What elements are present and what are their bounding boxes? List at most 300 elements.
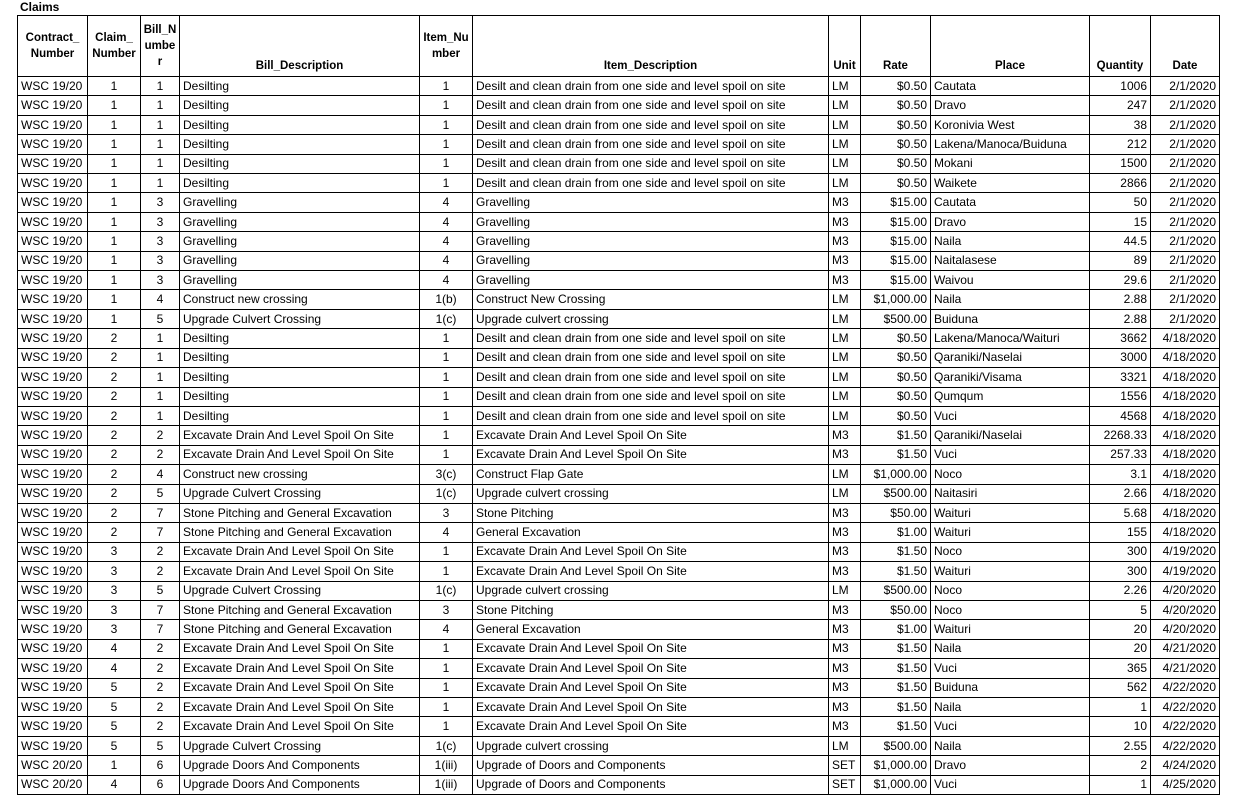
unit-cell[interactable]: M3 [829,445,861,464]
rate-cell[interactable]: $0.50 [861,174,931,193]
date-cell[interactable]: 4/22/2020 [1151,736,1220,755]
rate-cell[interactable]: $500.00 [861,309,931,328]
bill-number-cell[interactable]: 6 [141,775,180,794]
quantity-cell[interactable]: 4568 [1090,406,1151,425]
bill-number-cell[interactable]: 1 [141,174,180,193]
item-number-cell[interactable]: 1 [420,368,473,387]
claim-number-cell[interactable]: 2 [88,484,141,503]
item-number-cell[interactable]: 1(c) [420,484,473,503]
item-description-cell[interactable]: Upgrade of Doors and Components [473,756,829,775]
quantity-cell[interactable]: 50 [1090,193,1151,212]
bill-description-cell[interactable]: Desilting [180,77,420,96]
bill-number-cell[interactable]: 4 [141,290,180,309]
place-cell[interactable]: Vuci [931,406,1090,425]
column-header-claim-number[interactable]: Claim_ Number [88,16,141,77]
item-description-cell[interactable]: Desilt and clean drain from one side and level spoil on site [473,174,829,193]
bill-description-cell[interactable]: Excavate Drain And Level Spoil On Site [180,717,420,736]
place-cell[interactable]: Naila [931,736,1090,755]
item-number-cell[interactable]: 1 [420,542,473,561]
date-cell[interactable]: 2/1/2020 [1151,174,1220,193]
contract-number-cell[interactable]: WSC 19/20 [18,309,88,328]
unit-cell[interactable]: LM [829,115,861,134]
item-description-cell[interactable]: Excavate Drain And Level Spoil On Site [473,542,829,561]
contract-number-cell[interactable]: WSC 19/20 [18,154,88,173]
date-cell[interactable]: 2/1/2020 [1151,212,1220,231]
claim-number-cell[interactable]: 3 [88,542,141,561]
item-number-cell[interactable]: 1 [420,659,473,678]
item-number-cell[interactable]: 4 [420,523,473,542]
rate-cell[interactable]: $500.00 [861,581,931,600]
bill-description-cell[interactable]: Stone Pitching and General Excavation [180,503,420,522]
unit-cell[interactable]: LM [829,96,861,115]
unit-cell[interactable]: M3 [829,542,861,561]
item-description-cell[interactable]: Stone Pitching [473,600,829,619]
quantity-cell[interactable]: 1500 [1090,154,1151,173]
quantity-cell[interactable]: 15 [1090,212,1151,231]
quantity-cell[interactable]: 3662 [1090,329,1151,348]
contract-number-cell[interactable]: WSC 19/20 [18,426,88,445]
item-number-cell[interactable]: 1 [420,426,473,445]
date-cell[interactable]: 2/1/2020 [1151,271,1220,290]
contract-number-cell[interactable]: WSC 19/20 [18,251,88,270]
date-cell[interactable]: 4/18/2020 [1151,368,1220,387]
item-number-cell[interactable]: 1(c) [420,309,473,328]
rate-cell[interactable]: $0.50 [861,329,931,348]
bill-description-cell[interactable]: Excavate Drain And Level Spoil On Site [180,445,420,464]
unit-cell[interactable]: LM [829,368,861,387]
place-cell[interactable]: Vuci [931,659,1090,678]
rate-cell[interactable]: $1.50 [861,678,931,697]
claim-number-cell[interactable]: 5 [88,678,141,697]
rate-cell[interactable]: $1.00 [861,620,931,639]
item-description-cell[interactable]: Construct New Crossing [473,290,829,309]
item-number-cell[interactable]: 1 [420,698,473,717]
place-cell[interactable]: Dravo [931,212,1090,231]
quantity-cell[interactable]: 212 [1090,135,1151,154]
contract-number-cell[interactable]: WSC 19/20 [18,465,88,484]
rate-cell[interactable]: $500.00 [861,736,931,755]
unit-cell[interactable]: M3 [829,271,861,290]
bill-number-cell[interactable]: 2 [141,562,180,581]
item-description-cell[interactable]: Desilt and clean drain from one side and level spoil on site [473,387,829,406]
item-number-cell[interactable]: 1 [420,174,473,193]
bill-number-cell[interactable]: 1 [141,348,180,367]
item-description-cell[interactable]: Excavate Drain And Level Spoil On Site [473,678,829,697]
bill-number-cell[interactable]: 5 [141,484,180,503]
date-cell[interactable]: 4/24/2020 [1151,756,1220,775]
bill-description-cell[interactable]: Stone Pitching and General Excavation [180,600,420,619]
contract-number-cell[interactable]: WSC 19/20 [18,542,88,561]
contract-number-cell[interactable]: WSC 19/20 [18,271,88,290]
bill-description-cell[interactable]: Desilting [180,154,420,173]
bill-number-cell[interactable]: 3 [141,212,180,231]
claim-number-cell[interactable]: 4 [88,659,141,678]
date-cell[interactable]: 2/1/2020 [1151,115,1220,134]
quantity-cell[interactable]: 1006 [1090,77,1151,96]
contract-number-cell[interactable]: WSC 19/20 [18,174,88,193]
unit-cell[interactable]: M3 [829,562,861,581]
item-description-cell[interactable]: Excavate Drain And Level Spoil On Site [473,445,829,464]
place-cell[interactable]: Naila [931,290,1090,309]
date-cell[interactable]: 4/22/2020 [1151,698,1220,717]
bill-description-cell[interactable]: Excavate Drain And Level Spoil On Site [180,659,420,678]
quantity-cell[interactable]: 3.1 [1090,465,1151,484]
bill-number-cell[interactable]: 7 [141,600,180,619]
place-cell[interactable]: Waituri [931,620,1090,639]
bill-description-cell[interactable]: Desilting [180,387,420,406]
bill-description-cell[interactable]: Excavate Drain And Level Spoil On Site [180,639,420,658]
item-number-cell[interactable]: 1 [420,678,473,697]
claim-number-cell[interactable]: 1 [88,174,141,193]
place-cell[interactable]: Waituri [931,562,1090,581]
claim-number-cell[interactable]: 1 [88,77,141,96]
bill-number-cell[interactable]: 2 [141,698,180,717]
place-cell[interactable]: Noco [931,542,1090,561]
unit-cell[interactable]: LM [829,290,861,309]
bill-number-cell[interactable]: 3 [141,193,180,212]
contract-number-cell[interactable]: WSC 19/20 [18,329,88,348]
place-cell[interactable]: Mokani [931,154,1090,173]
quantity-cell[interactable]: 3000 [1090,348,1151,367]
claim-number-cell[interactable]: 4 [88,775,141,794]
rate-cell[interactable]: $50.00 [861,600,931,619]
place-cell[interactable]: Qaraniki/Naselai [931,426,1090,445]
column-header-place[interactable]: Place [931,16,1090,77]
column-header-date[interactable]: Date [1151,16,1220,77]
claim-number-cell[interactable]: 1 [88,135,141,154]
bill-number-cell[interactable]: 5 [141,736,180,755]
rate-cell[interactable]: $1,000.00 [861,290,931,309]
item-description-cell[interactable]: Excavate Drain And Level Spoil On Site [473,426,829,445]
quantity-cell[interactable]: 2.88 [1090,309,1151,328]
unit-cell[interactable]: M3 [829,503,861,522]
bill-description-cell[interactable]: Desilting [180,174,420,193]
place-cell[interactable]: Lakena/Manoca/Waituri [931,329,1090,348]
claim-number-cell[interactable]: 3 [88,562,141,581]
claim-number-cell[interactable]: 5 [88,736,141,755]
bill-number-cell[interactable]: 2 [141,542,180,561]
place-cell[interactable]: Naila [931,232,1090,251]
rate-cell[interactable]: $0.50 [861,115,931,134]
bill-description-cell[interactable]: Construct new crossing [180,290,420,309]
date-cell[interactable]: 4/18/2020 [1151,426,1220,445]
item-description-cell[interactable]: Gravelling [473,193,829,212]
quantity-cell[interactable]: 2866 [1090,174,1151,193]
item-description-cell[interactable]: Desilt and clean drain from one side and level spoil on site [473,115,829,134]
contract-number-cell[interactable]: WSC 19/20 [18,193,88,212]
place-cell[interactable]: Waivou [931,271,1090,290]
item-description-cell[interactable]: Stone Pitching [473,503,829,522]
item-number-cell[interactable]: 3 [420,600,473,619]
bill-description-cell[interactable]: Gravelling [180,212,420,231]
contract-number-cell[interactable]: WSC 19/20 [18,600,88,619]
item-description-cell[interactable]: Desilt and clean drain from one side and level spoil on site [473,368,829,387]
bill-number-cell[interactable]: 3 [141,232,180,251]
unit-cell[interactable]: LM [829,154,861,173]
place-cell[interactable]: Qumqum [931,387,1090,406]
unit-cell[interactable]: M3 [829,232,861,251]
bill-description-cell[interactable]: Desilting [180,135,420,154]
item-number-cell[interactable]: 1(b) [420,290,473,309]
rate-cell[interactable]: $1.50 [861,445,931,464]
quantity-cell[interactable]: 2.66 [1090,484,1151,503]
rate-cell[interactable]: $1.50 [861,426,931,445]
item-number-cell[interactable]: 1(iii) [420,775,473,794]
claim-number-cell[interactable]: 2 [88,329,141,348]
claim-number-cell[interactable]: 2 [88,368,141,387]
item-number-cell[interactable]: 1 [420,562,473,581]
bill-description-cell[interactable]: Gravelling [180,251,420,270]
contract-number-cell[interactable]: WSC 19/20 [18,406,88,425]
date-cell[interactable]: 2/1/2020 [1151,154,1220,173]
rate-cell[interactable]: $1,000.00 [861,775,931,794]
bill-description-cell[interactable]: Excavate Drain And Level Spoil On Site [180,426,420,445]
claim-number-cell[interactable]: 1 [88,115,141,134]
bill-number-cell[interactable]: 1 [141,135,180,154]
bill-number-cell[interactable]: 1 [141,115,180,134]
bill-description-cell[interactable]: Construct new crossing [180,465,420,484]
bill-number-cell[interactable]: 2 [141,678,180,697]
contract-number-cell[interactable]: WSC 19/20 [18,387,88,406]
item-number-cell[interactable]: 4 [420,232,473,251]
bill-number-cell[interactable]: 2 [141,639,180,658]
bill-number-cell[interactable]: 1 [141,77,180,96]
quantity-cell[interactable]: 1556 [1090,387,1151,406]
claim-number-cell[interactable]: 3 [88,600,141,619]
bill-description-cell[interactable]: Desilting [180,96,420,115]
date-cell[interactable]: 4/20/2020 [1151,620,1220,639]
item-number-cell[interactable]: 1 [420,154,473,173]
quantity-cell[interactable]: 2.26 [1090,581,1151,600]
bill-number-cell[interactable]: 1 [141,329,180,348]
unit-cell[interactable]: LM [829,484,861,503]
rate-cell[interactable]: $15.00 [861,193,931,212]
quantity-cell[interactable]: 38 [1090,115,1151,134]
bill-description-cell[interactable]: Upgrade Culvert Crossing [180,581,420,600]
date-cell[interactable]: 4/18/2020 [1151,465,1220,484]
claim-number-cell[interactable]: 2 [88,465,141,484]
claim-number-cell[interactable]: 2 [88,426,141,445]
place-cell[interactable]: Vuci [931,717,1090,736]
bill-description-cell[interactable]: Upgrade Culvert Crossing [180,736,420,755]
contract-number-cell[interactable]: WSC 19/20 [18,503,88,522]
item-number-cell[interactable]: 1 [420,639,473,658]
contract-number-cell[interactable]: WSC 19/20 [18,232,88,251]
item-number-cell[interactable]: 4 [420,620,473,639]
claim-number-cell[interactable]: 1 [88,756,141,775]
unit-cell[interactable]: LM [829,581,861,600]
column-header-quantity[interactable]: Quantity [1090,16,1151,77]
rate-cell[interactable]: $500.00 [861,484,931,503]
quantity-cell[interactable]: 89 [1090,251,1151,270]
claim-number-cell[interactable]: 2 [88,523,141,542]
contract-number-cell[interactable]: WSC 19/20 [18,212,88,231]
unit-cell[interactable]: M3 [829,212,861,231]
bill-number-cell[interactable]: 6 [141,756,180,775]
item-description-cell[interactable]: Desilt and clean drain from one side and level spoil on site [473,135,829,154]
claim-number-cell[interactable]: 2 [88,348,141,367]
bill-number-cell[interactable]: 1 [141,154,180,173]
rate-cell[interactable]: $1.50 [861,698,931,717]
bill-number-cell[interactable]: 7 [141,620,180,639]
item-number-cell[interactable]: 1 [420,348,473,367]
quantity-cell[interactable]: 155 [1090,523,1151,542]
item-number-cell[interactable]: 3 [420,503,473,522]
contract-number-cell[interactable]: WSC 19/20 [18,698,88,717]
date-cell[interactable]: 4/18/2020 [1151,406,1220,425]
place-cell[interactable]: Waikete [931,174,1090,193]
item-description-cell[interactable]: Upgrade culvert crossing [473,484,829,503]
date-cell[interactable]: 4/22/2020 [1151,717,1220,736]
date-cell[interactable]: 2/1/2020 [1151,309,1220,328]
rate-cell[interactable]: $0.50 [861,387,931,406]
rate-cell[interactable]: $0.50 [861,96,931,115]
item-description-cell[interactable]: Gravelling [473,251,829,270]
rate-cell[interactable]: $1.50 [861,562,931,581]
unit-cell[interactable]: M3 [829,523,861,542]
bill-number-cell[interactable]: 3 [141,271,180,290]
place-cell[interactable]: Qaraniki/Visama [931,368,1090,387]
date-cell[interactable]: 4/20/2020 [1151,581,1220,600]
item-description-cell[interactable]: Excavate Drain And Level Spoil On Site [473,562,829,581]
rate-cell[interactable]: $1,000.00 [861,465,931,484]
date-cell[interactable]: 2/1/2020 [1151,77,1220,96]
bill-description-cell[interactable]: Desilting [180,348,420,367]
quantity-cell[interactable]: 29.6 [1090,271,1151,290]
bill-number-cell[interactable]: 7 [141,503,180,522]
date-cell[interactable]: 4/20/2020 [1151,600,1220,619]
item-number-cell[interactable]: 1 [420,96,473,115]
date-cell[interactable]: 4/21/2020 [1151,639,1220,658]
claim-number-cell[interactable]: 2 [88,445,141,464]
rate-cell[interactable]: $1,000.00 [861,756,931,775]
bill-number-cell[interactable]: 3 [141,251,180,270]
contract-number-cell[interactable]: WSC 19/20 [18,290,88,309]
quantity-cell[interactable]: 20 [1090,639,1151,658]
rate-cell[interactable]: $15.00 [861,251,931,270]
date-cell[interactable]: 4/18/2020 [1151,445,1220,464]
bill-number-cell[interactable]: 2 [141,717,180,736]
item-description-cell[interactable]: Excavate Drain And Level Spoil On Site [473,639,829,658]
date-cell[interactable]: 4/19/2020 [1151,542,1220,561]
claim-number-cell[interactable]: 3 [88,581,141,600]
quantity-cell[interactable]: 2.88 [1090,290,1151,309]
item-description-cell[interactable]: Desilt and clean drain from one side and level spoil on site [473,96,829,115]
unit-cell[interactable]: M3 [829,717,861,736]
rate-cell[interactable]: $15.00 [861,232,931,251]
contract-number-cell[interactable]: WSC 19/20 [18,77,88,96]
bill-description-cell[interactable]: Desilting [180,368,420,387]
bill-description-cell[interactable]: Upgrade Culvert Crossing [180,309,420,328]
rate-cell[interactable]: $1.00 [861,523,931,542]
claim-number-cell[interactable]: 1 [88,290,141,309]
item-description-cell[interactable]: Excavate Drain And Level Spoil On Site [473,659,829,678]
item-number-cell[interactable]: 1 [420,77,473,96]
contract-number-cell[interactable]: WSC 19/20 [18,368,88,387]
date-cell[interactable]: 4/18/2020 [1151,484,1220,503]
contract-number-cell[interactable]: WSC 19/20 [18,96,88,115]
rate-cell[interactable]: $0.50 [861,348,931,367]
quantity-cell[interactable]: 2268.33 [1090,426,1151,445]
item-description-cell[interactable]: Desilt and clean drain from one side and level spoil on site [473,154,829,173]
item-number-cell[interactable]: 1 [420,329,473,348]
item-description-cell[interactable]: Gravelling [473,212,829,231]
bill-description-cell[interactable]: Upgrade Doors And Components [180,756,420,775]
contract-number-cell[interactable]: WSC 19/20 [18,135,88,154]
place-cell[interactable]: Koronivia West [931,115,1090,134]
bill-description-cell[interactable]: Excavate Drain And Level Spoil On Site [180,678,420,697]
quantity-cell[interactable]: 1 [1090,775,1151,794]
contract-number-cell[interactable]: WSC 20/20 [18,756,88,775]
quantity-cell[interactable]: 1 [1090,698,1151,717]
date-cell[interactable]: 2/1/2020 [1151,251,1220,270]
column-header-bill-description[interactable]: Bill_Description [180,16,420,77]
contract-number-cell[interactable]: WSC 19/20 [18,678,88,697]
bill-number-cell[interactable]: 2 [141,659,180,678]
unit-cell[interactable]: M3 [829,193,861,212]
item-number-cell[interactable]: 1 [420,445,473,464]
item-number-cell[interactable]: 1 [420,135,473,154]
contract-number-cell[interactable]: WSC 19/20 [18,115,88,134]
bill-description-cell[interactable]: Excavate Drain And Level Spoil On Site [180,542,420,561]
unit-cell[interactable]: M3 [829,698,861,717]
place-cell[interactable]: Naila [931,639,1090,658]
item-description-cell[interactable]: Upgrade culvert crossing [473,736,829,755]
item-description-cell[interactable]: General Excavation [473,620,829,639]
place-cell[interactable]: Noco [931,465,1090,484]
unit-cell[interactable]: M3 [829,678,861,697]
date-cell[interactable]: 4/22/2020 [1151,678,1220,697]
contract-number-cell[interactable]: WSC 20/20 [18,775,88,794]
item-number-cell[interactable]: 1 [420,115,473,134]
item-description-cell[interactable]: Construct Flap Gate [473,465,829,484]
quantity-cell[interactable]: 247 [1090,96,1151,115]
place-cell[interactable]: Waituri [931,523,1090,542]
contract-number-cell[interactable]: WSC 19/20 [18,484,88,503]
unit-cell[interactable]: LM [829,77,861,96]
unit-cell[interactable]: LM [829,348,861,367]
item-description-cell[interactable]: Desilt and clean drain from one side and level spoil on site [473,329,829,348]
unit-cell[interactable]: M3 [829,639,861,658]
claim-number-cell[interactable]: 5 [88,717,141,736]
contract-number-cell[interactable]: WSC 19/20 [18,581,88,600]
contract-number-cell[interactable]: WSC 19/20 [18,659,88,678]
quantity-cell[interactable]: 365 [1090,659,1151,678]
bill-description-cell[interactable]: Gravelling [180,271,420,290]
bill-number-cell[interactable]: 1 [141,96,180,115]
claim-number-cell[interactable]: 1 [88,309,141,328]
contract-number-cell[interactable]: WSC 19/20 [18,348,88,367]
item-description-cell[interactable]: Desilt and clean drain from one side and level spoil on site [473,406,829,425]
column-header-rate[interactable]: Rate [861,16,931,77]
item-description-cell[interactable]: Excavate Drain And Level Spoil On Site [473,717,829,736]
unit-cell[interactable]: LM [829,406,861,425]
item-description-cell[interactable]: Excavate Drain And Level Spoil On Site [473,698,829,717]
claim-number-cell[interactable]: 2 [88,406,141,425]
contract-number-cell[interactable]: WSC 19/20 [18,639,88,658]
claim-number-cell[interactable]: 5 [88,698,141,717]
claim-number-cell[interactable]: 4 [88,639,141,658]
item-number-cell[interactable]: 1 [420,406,473,425]
unit-cell[interactable]: LM [829,736,861,755]
rate-cell[interactable]: $1.50 [861,542,931,561]
item-number-cell[interactable]: 4 [420,251,473,270]
quantity-cell[interactable]: 10 [1090,717,1151,736]
unit-cell[interactable]: LM [829,329,861,348]
place-cell[interactable]: Buiduna [931,678,1090,697]
item-number-cell[interactable]: 1(iii) [420,756,473,775]
quantity-cell[interactable]: 2.55 [1090,736,1151,755]
